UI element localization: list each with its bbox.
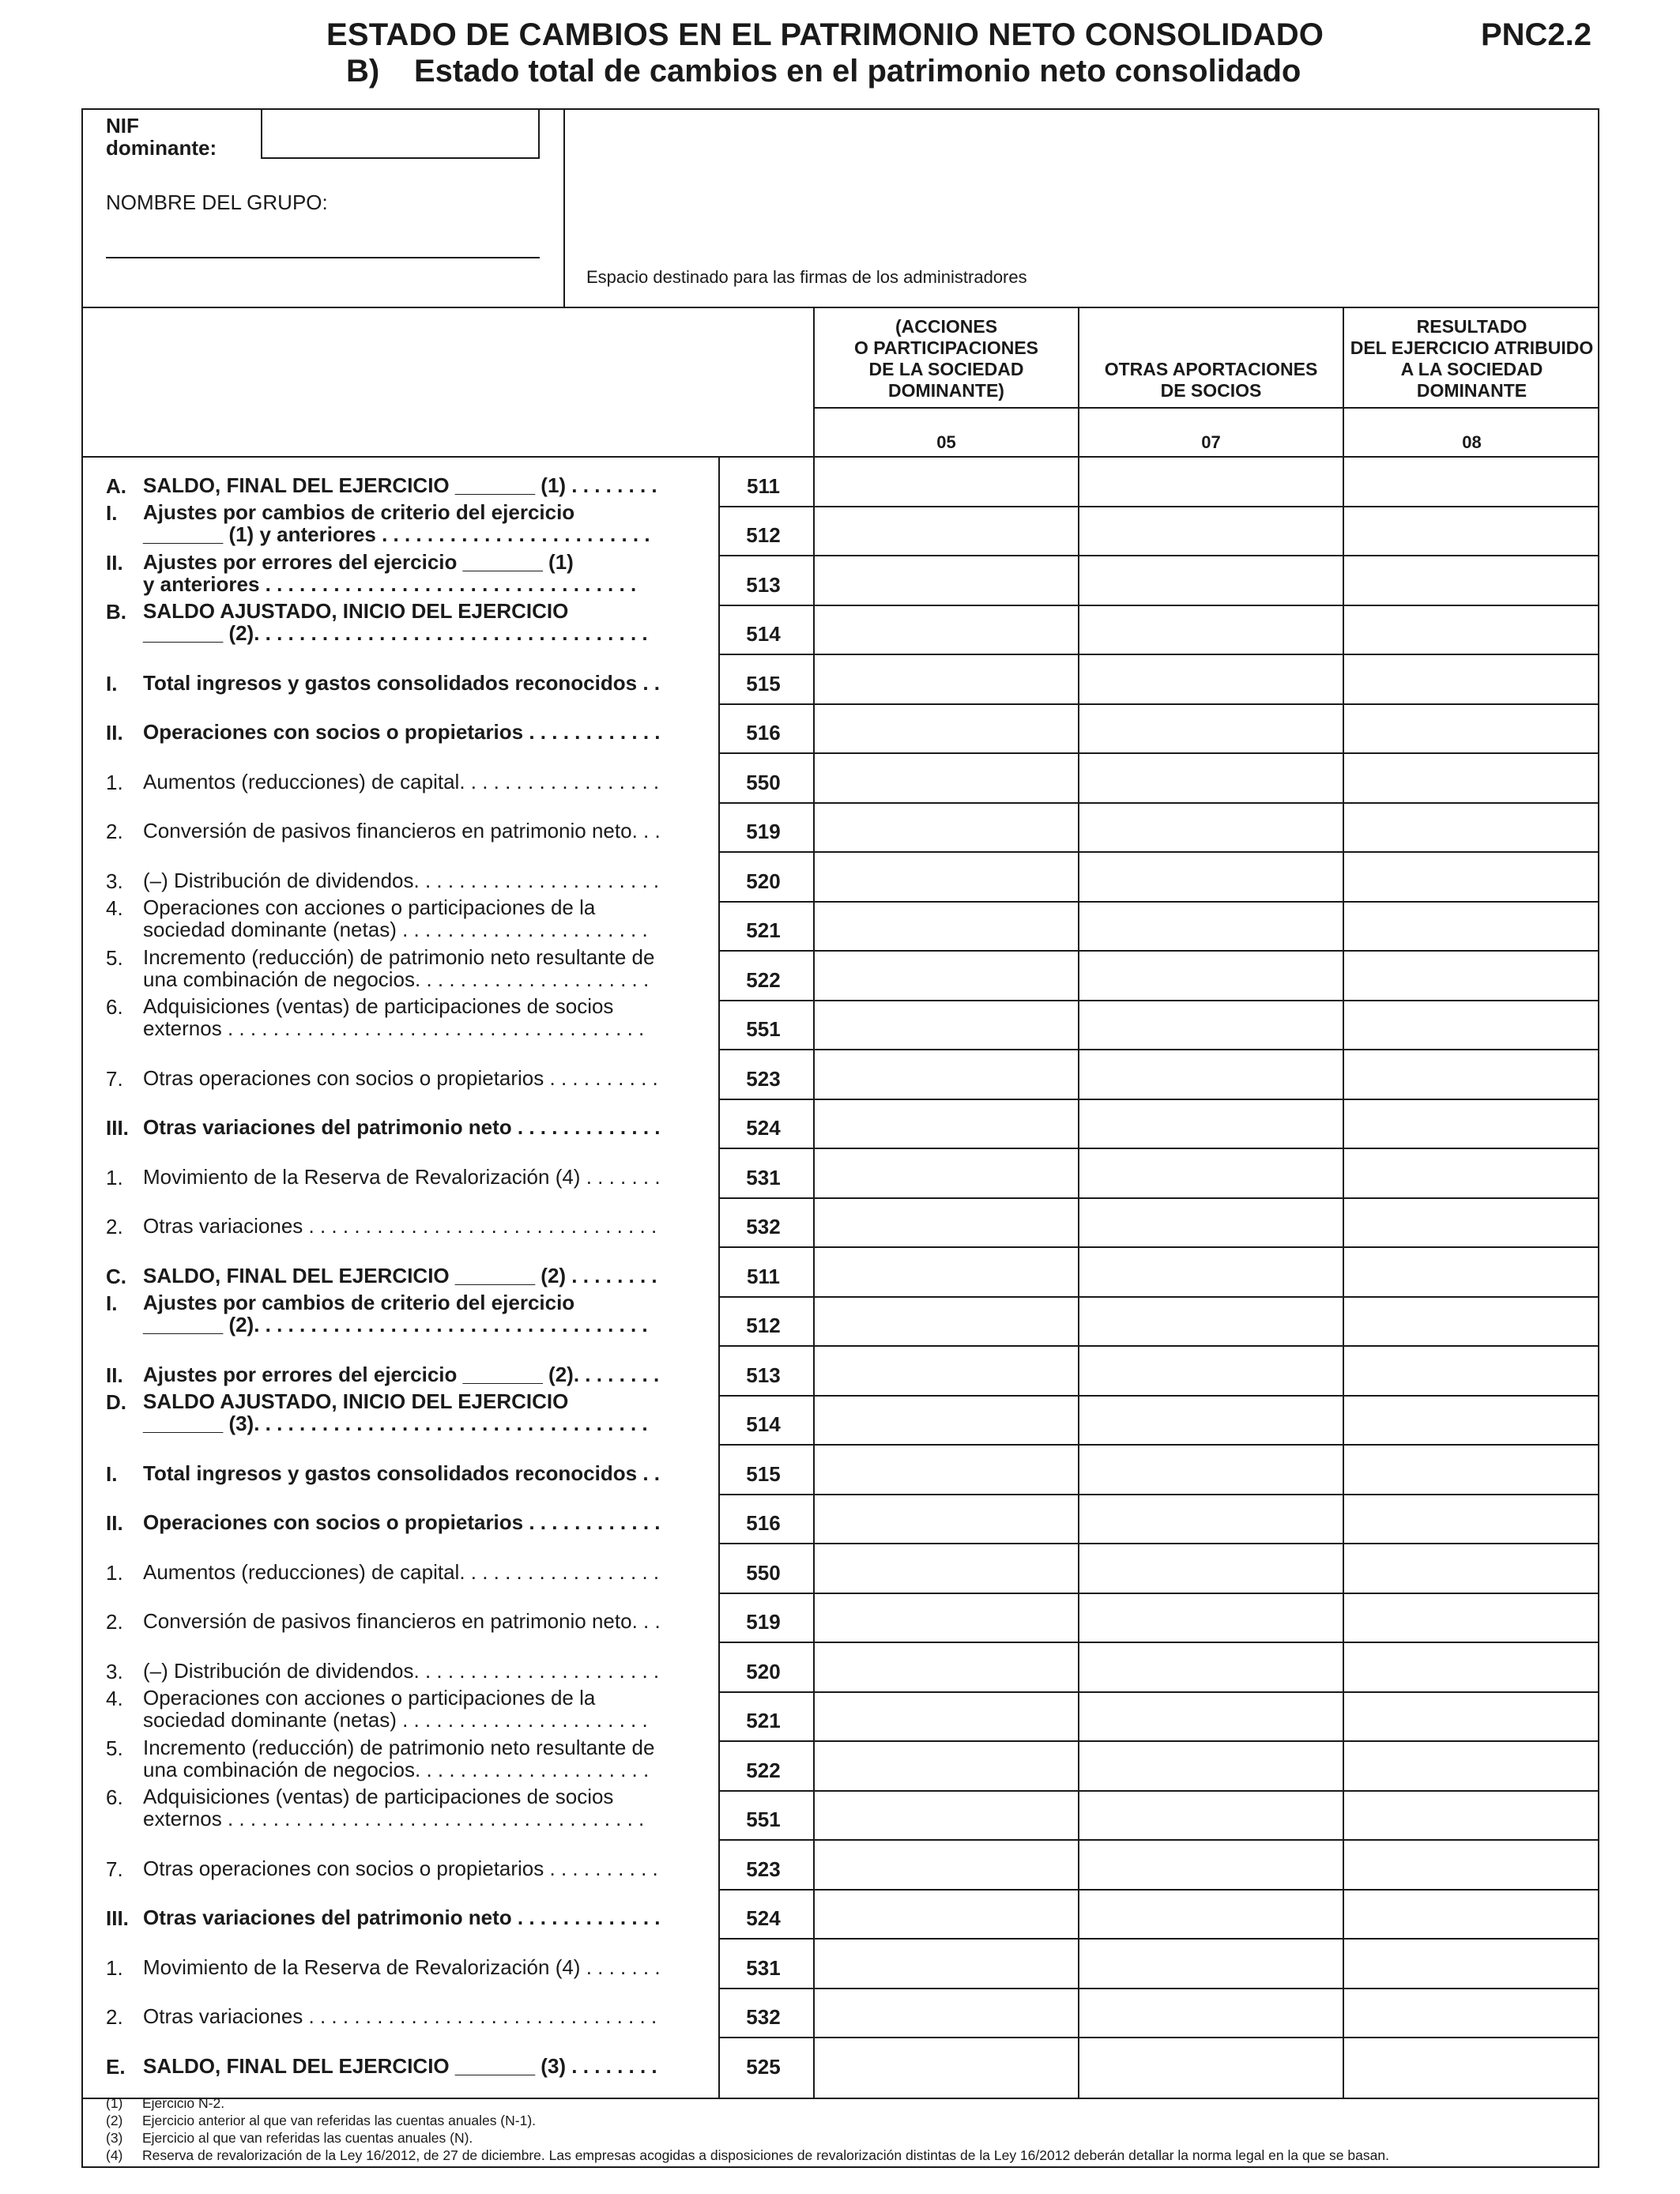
value-cell[interactable] (1079, 556, 1343, 603)
value-cell[interactable] (815, 1248, 1078, 1295)
value-cell[interactable] (1344, 1495, 1599, 1542)
row-label: Aumentos (reducciones) de capital. . . . . . . . . . . . . . . . . . (143, 1560, 660, 1584)
value-cell[interactable] (1079, 1001, 1343, 1048)
row-number: III. (106, 1116, 129, 1140)
value-cell[interactable] (1344, 1199, 1599, 1246)
value-cell[interactable] (1344, 1149, 1599, 1196)
value-cell[interactable] (1079, 2038, 1343, 2085)
row-label: SALDO, FINAL DEL EJERCICIO _______ (3) . . . . . . . . (143, 2054, 657, 2078)
value-cell[interactable] (1079, 1100, 1343, 1147)
row-code: 511 (747, 1265, 780, 1288)
form-code: PNC2.2 (1480, 17, 1591, 52)
value-cell[interactable] (1079, 853, 1343, 899)
value-cell[interactable] (815, 1050, 1078, 1097)
row-number: 2. (106, 1215, 123, 1238)
value-cell[interactable] (1079, 1495, 1343, 1542)
row-label: Otras variaciones del patrimonio neto . . . . . . . . . . . . . (143, 1115, 661, 1139)
row-code: 522 (746, 968, 781, 992)
row-number: 1. (106, 1166, 123, 1189)
row-code: 551 (746, 1017, 781, 1041)
value-cell[interactable] (1079, 458, 1343, 504)
row-code: 515 (746, 1462, 781, 1486)
value-cell[interactable] (815, 556, 1078, 603)
value-cell[interactable] (1344, 853, 1599, 899)
value-cell[interactable] (1344, 804, 1599, 850)
value-cell[interactable] (815, 903, 1078, 949)
column-header-08-line: A LA SOCIEDAD (1400, 359, 1543, 379)
value-cell[interactable] (815, 1100, 1078, 1147)
value-cell[interactable] (1079, 1693, 1343, 1740)
group-name-label: NOMBRE DEL GRUPO: (106, 190, 328, 214)
value-cell[interactable] (1079, 1544, 1343, 1591)
value-cell[interactable] (1079, 507, 1343, 554)
row-code: 519 (746, 1610, 781, 1634)
row-number: 6. (106, 1785, 123, 1809)
row-number: 1. (106, 1561, 123, 1585)
row-number: 1. (106, 771, 123, 794)
value-cell[interactable] (1079, 1841, 1343, 1887)
column-header-05-line: DOMINANTE) (888, 380, 1004, 401)
footnote (106, 2147, 1389, 2164)
value-cell[interactable] (1079, 705, 1343, 752)
row-code: 515 (746, 672, 781, 696)
value-cell[interactable] (815, 1495, 1078, 1542)
value-cell[interactable] (1344, 952, 1599, 998)
value-cell[interactable] (1079, 1643, 1343, 1690)
row-number: B. (106, 600, 126, 624)
value-cell[interactable] (1079, 952, 1343, 998)
row-code: 524 (746, 1116, 781, 1140)
value-cell[interactable] (1344, 1792, 1599, 1838)
value-cell[interactable] (815, 1940, 1078, 1986)
signatures-label: Espacio destinado para las firmas de los administradores (586, 267, 1027, 287)
value-cell[interactable] (815, 1693, 1078, 1740)
row-code: 522 (746, 1759, 781, 1782)
row-number: C. (106, 1265, 126, 1288)
subtitle-text: Estado total de cambios en el patrimonio neto consolidado (414, 54, 1301, 89)
margin-text-left (68, 1122, 76, 1336)
identification-bottom-border (81, 307, 1599, 308)
row-code: 511 (747, 474, 780, 498)
row-label: Ajustes por cambios de criterio del ejercicio _______ (2). . . . . . . . . . . . . . . . . . . . . . . . . . . . . . . . . . . (143, 1291, 648, 1336)
value-cell[interactable] (1344, 1989, 1599, 2036)
value-cell[interactable] (1079, 1050, 1343, 1097)
row-number: D. (106, 1390, 126, 1414)
value-cell[interactable] (1344, 1940, 1599, 1986)
row-number: I. (106, 1462, 118, 1486)
row-label: (–) Distribución de dividendos. . . . . . . . . . . . . . . . . . . . . . (143, 1659, 660, 1683)
value-cell[interactable] (1344, 903, 1599, 949)
value-cell[interactable] (1344, 754, 1599, 801)
row-number: 2. (106, 1610, 123, 1634)
row-code: 521 (746, 918, 781, 942)
value-cell[interactable] (815, 853, 1078, 899)
column-header-05 (815, 316, 1078, 401)
value-cell[interactable] (815, 754, 1078, 801)
row-number: III. (106, 1906, 129, 1930)
row-code: 550 (746, 771, 781, 794)
value-cell[interactable] (1079, 903, 1343, 949)
row-code: 514 (746, 1412, 781, 1436)
row-number: 5. (106, 1736, 123, 1760)
row-number: I. (106, 1291, 118, 1315)
value-cell[interactable] (1344, 1643, 1599, 1690)
value-cell[interactable] (815, 1298, 1078, 1344)
value-cell[interactable] (815, 1199, 1078, 1246)
row-code: 513 (746, 1363, 781, 1387)
group-name-field[interactable] (106, 257, 540, 258)
value-cell[interactable] (1344, 1544, 1599, 1591)
row-code: 531 (746, 1166, 781, 1189)
footnote-number: (4) (106, 2147, 123, 2163)
value-cell[interactable] (1344, 705, 1599, 752)
row-number: 4. (106, 1687, 123, 1710)
row-label: Adquisiciones (ventas) de participaciones de socios externos . . . . . . . . . . . . . . . . . . . . . . . . . . . . . . . . . . . . . (143, 994, 645, 1040)
value-cell[interactable] (1344, 458, 1599, 504)
margin-text-right (1604, 1075, 1612, 1344)
value-cell[interactable] (1344, 556, 1599, 603)
value-cell[interactable] (1344, 1891, 1599, 1937)
identification-divider (563, 108, 565, 308)
row-number: 5. (106, 946, 123, 970)
row-label: Conversión de pasivos financieros en patrimonio neto. . . (143, 819, 661, 843)
row-code: 523 (746, 1857, 781, 1881)
row-code: 512 (746, 523, 781, 547)
value-cell[interactable] (1344, 1693, 1599, 1740)
value-cell[interactable] (815, 1891, 1078, 1937)
row-code: 525 (746, 2055, 781, 2079)
row-label: Conversión de pasivos financieros en patrimonio neto. . . (143, 1609, 661, 1633)
row-code: 516 (746, 1511, 781, 1535)
value-cell[interactable] (1079, 1149, 1343, 1196)
row-label: SALDO AJUSTADO, INICIO DEL EJERCICIO _______ (3). . . . . . . . . . . . . . . . . . . . . . . . . . . . . . . . . . . (143, 1389, 648, 1435)
page-subtitle (346, 54, 1301, 89)
row-number: II. (106, 721, 123, 745)
row-code: 520 (746, 869, 781, 893)
footnote (106, 2129, 1389, 2147)
value-cell[interactable] (1344, 1050, 1599, 1097)
row-code: 512 (746, 1314, 781, 1337)
column-code-05: 05 (936, 432, 956, 452)
value-cell[interactable] (815, 1001, 1078, 1048)
value-cell[interactable] (815, 606, 1078, 653)
row-label: Adquisiciones (ventas) de participaciones de socios externos . . . . . . . . . . . . . . . . . . . . . . . . . . . . . . . . . . . . . (143, 1785, 645, 1830)
value-cell[interactable] (815, 952, 1078, 998)
row-number: E. (106, 2055, 126, 2079)
footnote-text: Ejercicio al que van referidas las cuentas anuales (N). (142, 2130, 473, 2146)
value-cell[interactable] (815, 1149, 1078, 1196)
value-cell[interactable] (1344, 2038, 1599, 2085)
row-label: SALDO AJUSTADO, INICIO DEL EJERCICIO _______ (2). . . . . . . . . . . . . . . . . . . . . . . . . . . . . . . . . . . (143, 599, 648, 645)
column-header-08-line: DEL EJERCICIO ATRIBUIDO (1350, 337, 1594, 358)
row-code: 520 (746, 1660, 781, 1683)
row-number: I. (106, 501, 118, 525)
value-cell[interactable] (1344, 655, 1599, 702)
row-number: A. (106, 474, 126, 498)
value-cell[interactable] (1344, 606, 1599, 653)
value-cell[interactable] (1079, 754, 1343, 801)
column-code-07: 07 (1201, 432, 1221, 452)
row-label: Ajustes por errores del ejercicio _______ (2). . . . . . . . (143, 1363, 660, 1386)
subtitle-label: B) (346, 54, 380, 89)
column-header-07 (1079, 359, 1343, 401)
value-cell[interactable] (815, 804, 1078, 850)
value-cell[interactable] (1079, 1298, 1343, 1344)
row-number: 3. (106, 1660, 123, 1683)
row-number: 2. (106, 2005, 123, 2029)
value-cell[interactable] (1079, 1594, 1343, 1641)
value-cell[interactable] (1344, 1100, 1599, 1147)
row-number: 7. (106, 1857, 123, 1881)
column-code-separator (813, 407, 1599, 409)
value-cell[interactable] (815, 1347, 1078, 1393)
nif-input-box[interactable] (261, 109, 540, 159)
value-cell[interactable] (1344, 1298, 1599, 1344)
row-number: 6. (106, 995, 123, 1019)
value-cell[interactable] (1079, 1397, 1343, 1443)
row-label: Otras operaciones con socios o propietarios . . . . . . . . . . (143, 1066, 658, 1090)
row-number: 4. (106, 896, 123, 920)
footnote-text: Ejercicio anterior al que van referidas las cuentas anuales (N-1). (142, 2113, 537, 2128)
column-code-08: 08 (1462, 432, 1482, 452)
row-label: Aumentos (reducciones) de capital. . . . . . . . . . . . . . . . . . (143, 770, 660, 794)
value-cell[interactable] (815, 458, 1078, 504)
row-label: Otras operaciones con socios o propietarios . . . . . . . . . . (143, 1857, 658, 1880)
value-cell[interactable] (1344, 507, 1599, 554)
column-header-05-line: (ACCIONES (895, 316, 998, 337)
row-code: 532 (746, 1215, 781, 1238)
footnote-number: (2) (106, 2113, 123, 2128)
value-cell[interactable] (1344, 1841, 1599, 1887)
column-header-05-line: O PARTICIPACIONES (854, 337, 1038, 358)
value-cell[interactable] (815, 1792, 1078, 1838)
column-header-07-line: OTRAS APORTACIONES (1104, 359, 1318, 379)
value-cell[interactable] (815, 1397, 1078, 1443)
value-cell[interactable] (815, 705, 1078, 752)
value-cell[interactable] (1079, 1248, 1343, 1295)
nif-label-line1: NIF (106, 114, 139, 138)
value-cell[interactable] (1344, 1742, 1599, 1789)
row-code: 519 (746, 820, 781, 843)
row-number: 7. (106, 1067, 123, 1091)
value-cell[interactable] (1344, 1594, 1599, 1641)
row-label: Total ingresos y gastos consolidados reconocidos . . (143, 1461, 660, 1485)
row-code: 531 (746, 1956, 781, 1980)
row-label: Operaciones con socios o propietarios . . . . . . . . . . . . (143, 1510, 661, 1534)
value-cell[interactable] (1344, 1248, 1599, 1295)
footnote-number: (3) (106, 2130, 123, 2146)
row-code: 532 (746, 2005, 781, 2029)
row-number: II. (106, 1511, 123, 1535)
value-cell[interactable] (1079, 804, 1343, 850)
value-cell[interactable] (815, 1594, 1078, 1641)
value-cell[interactable] (1079, 1347, 1343, 1393)
row-code: 516 (746, 721, 781, 745)
value-cell[interactable] (815, 655, 1078, 702)
value-cell[interactable] (1079, 1792, 1343, 1838)
row-number: 2. (106, 820, 123, 843)
row-number: II. (106, 551, 123, 575)
row-label: Otras variaciones del patrimonio neto . . . . . . . . . . . . . (143, 1906, 661, 1929)
value-cell[interactable] (815, 2038, 1078, 2085)
column-header-05-line: DE LA SOCIEDAD (868, 359, 1024, 379)
row-code: 521 (746, 1709, 781, 1732)
value-cell[interactable] (1079, 655, 1343, 702)
row-label: Operaciones con acciones o participaciones de la sociedad dominante (netas) . . . . . . . . . . . . . . . . . . . . . . (143, 1686, 648, 1732)
row-label: Otras variaciones . . . . . . . . . . . . . . . . . . . . . . . . . . . . . . . (143, 2004, 657, 2028)
value-cell[interactable] (1344, 1397, 1599, 1443)
value-cell[interactable] (1079, 1891, 1343, 1937)
footnote (106, 2094, 1389, 2112)
value-cell[interactable] (1079, 1940, 1343, 1986)
value-cell[interactable] (815, 1544, 1078, 1591)
row-label: Incremento (reducción) de patrimonio neto resultante de una combinación de negocios. . . . . . . . . . . . . . . . . . . . . (143, 945, 655, 991)
row-label: Operaciones con socios o propietarios . . . . . . . . . . . . (143, 720, 661, 744)
value-cell[interactable] (1344, 1446, 1599, 1492)
footnotes (106, 2094, 1389, 2164)
value-cell[interactable] (1079, 1742, 1343, 1789)
row-label: Ajustes por errores del ejercicio _______ (1) y anteriores . . . . . . . . . . . . . . . . . . . . . . . . . . . . . . . . . (143, 550, 637, 596)
row-label: Otras variaciones . . . . . . . . . . . . . . . . . . . . . . . . . . . . . . . (143, 1214, 657, 1238)
value-cell[interactable] (1079, 1446, 1343, 1492)
row-number: 3. (106, 869, 123, 893)
row-code: 551 (746, 1808, 781, 1831)
column-header-08-line: RESULTADO (1416, 316, 1527, 337)
row-code: 550 (746, 1561, 781, 1585)
row-label: Movimiento de la Reserva de Revalorización (4) . . . . . . . (143, 1165, 661, 1189)
footnote-text: Ejercicio N-2. (142, 2095, 225, 2111)
row-label: SALDO, FINAL DEL EJERCICIO _______ (1) . . . . . . . . (143, 473, 657, 497)
nif-label (106, 115, 217, 159)
column-header-08-line: DOMINANTE (1416, 380, 1527, 401)
row-code: 523 (746, 1067, 781, 1091)
row-number: I. (106, 672, 118, 696)
value-cell[interactable] (815, 1643, 1078, 1690)
nif-label-line2: dominante: (106, 136, 217, 160)
row-label: Ajustes por cambios de criterio del ejercicio _______ (1) y anteriores . . . . . . . . . . . . . . . . . . . . . . . . (143, 500, 650, 546)
row-label: Total ingresos y gastos consolidados reconocidos . . (143, 671, 660, 695)
row-label: Incremento (reducción) de patrimonio neto resultante de una combinación de negocios. . . . . . . . . . . . . . . . . . . . . (143, 1736, 655, 1781)
row-number: 1. (106, 1956, 123, 1980)
footnote (106, 2112, 1389, 2129)
row-code: 514 (746, 622, 781, 646)
value-cell[interactable] (815, 1446, 1078, 1492)
value-cell[interactable] (815, 507, 1078, 554)
value-cell[interactable] (1344, 1001, 1599, 1048)
footnote-number: (1) (106, 2095, 123, 2111)
value-cell[interactable] (1079, 606, 1343, 653)
column-header-07-line: DE SOCIOS (1160, 380, 1262, 401)
row-label: Operaciones con acciones o participaciones de la sociedad dominante (netas) . . . . . . . . . . . . . . . . . . . . . . (143, 895, 648, 941)
row-number: II. (106, 1363, 123, 1387)
value-cell[interactable] (815, 1841, 1078, 1887)
value-cell[interactable] (815, 1742, 1078, 1789)
value-cell[interactable] (1079, 1199, 1343, 1246)
row-label: (–) Distribución de dividendos. . . . . . . . . . . . . . . . . . . . . . (143, 869, 660, 892)
value-cell[interactable] (1079, 1989, 1343, 2036)
row-label: SALDO, FINAL DEL EJERCICIO _______ (2) . . . . . . . . (143, 1264, 657, 1287)
value-cell[interactable] (815, 1989, 1078, 2036)
row-label: Movimiento de la Reserva de Revalorización (4) . . . . . . . (143, 1955, 661, 1979)
row-code: 513 (746, 573, 781, 597)
value-cell[interactable] (1344, 1347, 1599, 1393)
footnote-text: Reserva de revalorización de la Ley 16/2012, de 27 de diciembre. Las empresas acogidas a disposiciones de revalorización distintas de la Ley 16/2012 deberán detallar la norma legal en la que se basan. (142, 2147, 1389, 2163)
row-code: 524 (746, 1906, 781, 1930)
page-title: ESTADO DE CAMBIOS EN EL PATRIMONIO NETO CONSOLIDADO (326, 17, 1324, 52)
column-header-08 (1344, 316, 1599, 401)
